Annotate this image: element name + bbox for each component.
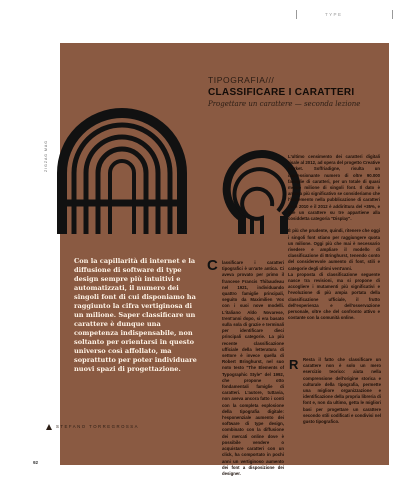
page-number: 92 bbox=[33, 460, 39, 465]
header-divider bbox=[392, 10, 393, 19]
article-column-right: L'ultimo censimento dei caratteri digitali risale al 2012, ad opera del progetto Creative Market. Soffriadigne, risulta un impressionante numero di oltre 90.000 famiglie di caratteri, per un totale di quasi mezzo milione di singoli font. Il dato è ancora più significativo se consideriamo che l'incremento nella pubblicazione di caratteri tra il 2010 e il 2012 è addirittura del +35%, e che un carattere su tre appartiene alla cosiddetta categoria "Display". È più che prudente, quindi, ritenere che oggi i singoli font stiano per raggiungere quota un milione. Oggi più che mai è necessario rivedere e ampliare il modello di classificazione di Bringhurst, tenendo conto del considerevole aumento di font, stili e categorie degli ultimi vent'anni. La proposta di classificazione seguente nasce tra revisioni, ma si propone di accogliere i mutamenti più significativi e l'evoluzione di più ampia portata della classificazione ufficiale, il frutto dell'esperienza e dell'osservazione personale, oltre che del confronto attivo e costante con la comunità online. bbox=[288, 154, 380, 321]
article-lead: Con la capillarità di internet e la diffusione di software di type design sempre più intuitivi e automatizzati, il numero dei singoli font di cui disponiamo ha raggiunto la cifra vertiginosa di un milione. Saper classificare un carattere è dunque una competenza indispensabile, non soltanto per orientarsi in questo universo così affollato, ma soprattutto per poter individuare nuovi spazi di progettazione. bbox=[74, 257, 197, 373]
side-label: ZIGZAG MAG bbox=[44, 140, 48, 172]
top-bar bbox=[0, 0, 403, 36]
drop-cap: C bbox=[207, 257, 218, 274]
typographic-aa-illustration bbox=[52, 98, 302, 234]
article-kicker: TIPOGRAFIA/// bbox=[208, 75, 275, 85]
section-tag: TYPE bbox=[325, 12, 343, 17]
article-subtitle: Progettare un carattere — seconda lezione bbox=[208, 100, 361, 108]
article-title: CLASSIFICARE I CARATTERI bbox=[208, 87, 355, 98]
article-column-middle: lassificare i caratteri tipografici è un'arte antica. Ci aveva provato per primo il francese Francis Thibaudeau nel 1921, individuando quattro famiglie principali, seguito da Maximilien Vox con i suoi nove modelli. L'italiano Aldo Novarese, trent'anni dopo, si era basato sulla sola di grazie e terminali per identificare dieci principali categorie. La più recente classificazione ufficiale della letteratura di settore è invece quella di Robert Bringhurst, nel suo noto testo "The Elements of Typographic Style" del 1992, che propone otto fondamentali famiglie di caratteri. L'autore, tuttavia, non aveva ancora fatto i conti con la completa esplosione della tipografia digitale: l'esponenziale aumento dei software di type design, combinato con la diffusione dei mercati online dove è possibile vendere o acquistare caratteri con un click, ha comportato in pochi anni un vertiginoso aumento dei font a disposizione dei designer. bbox=[222, 260, 284, 476]
drop-cap: R bbox=[289, 357, 299, 372]
article-column-right-continued: Resta il fatto che classificare un carattere non è solo un mero esercizio teorico: aiuta nella comprensione dell'origine storica e culturale della tipografia, permette una migliore organizzazione e identificazione della propria libreria di font e, non da ultimo, getta le migliori basi per progettare un carattere secondo stili codificati e condivisi nel gusto tipografico. bbox=[303, 357, 381, 425]
author-triangle-icon bbox=[46, 424, 52, 430]
header-divider bbox=[296, 10, 297, 19]
article-author: STEFANO TORREGROSSA bbox=[56, 424, 140, 429]
